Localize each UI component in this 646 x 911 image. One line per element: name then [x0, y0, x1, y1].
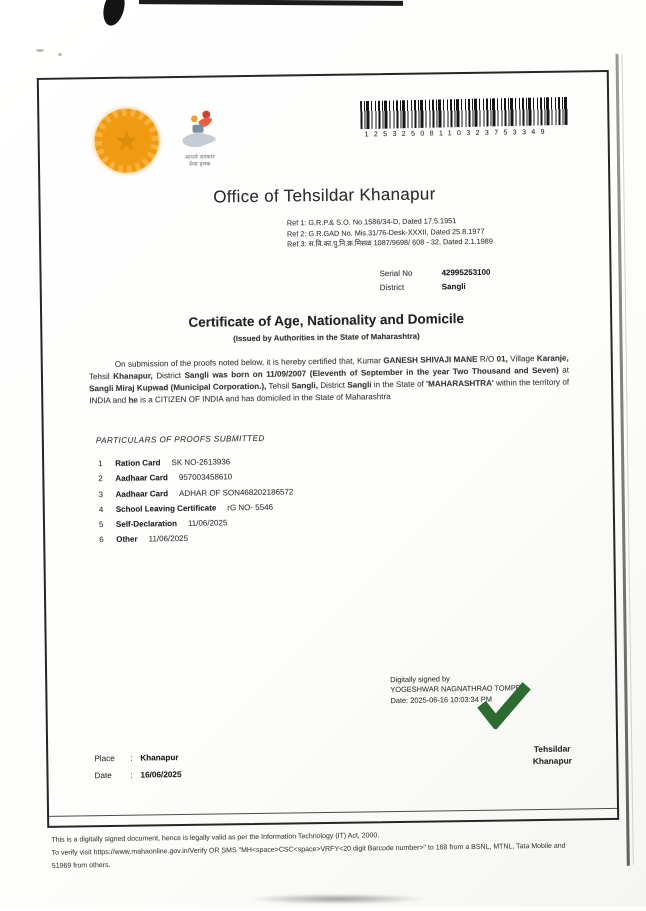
footer-line: To verify visit https://www.mahaonline.gov.in/Verify OR SMS "MH<space>CSC<space>VRFY<20 digit Barcode number>" to 168 from a BSNL, MTNL, Tata Mobile and [51, 842, 566, 857]
body-text-segment: Sangli, [291, 380, 319, 391]
serial-value: 42995253100 [441, 267, 491, 278]
ref-line: Ref 3: स.वि.का.पु.नि.क्र.मिसळ 1087/9698/ 608 - 32, Dated 2.1.1989 [287, 236, 493, 249]
signature-name: YOGESHWAR NAGNATHRAO TOMPE [390, 683, 521, 695]
certificate-subtitle: (Issued by Authorities in the State of Maharashtra) [233, 331, 420, 344]
hand-logo-icon [178, 109, 221, 150]
signature-line: Digitally signed by [390, 674, 450, 685]
signatory-line: Khanapur [532, 755, 572, 767]
proof-number: 3 [98, 489, 104, 499]
proof-name: Ration Card [115, 458, 161, 468]
logo-text-line: आपले सरकार [184, 154, 216, 161]
body-text-segment: On submission of the proofs noted below, it is hereby certified that, Kumar [114, 356, 384, 369]
signatory-block [500, 742, 604, 767]
proof-name: Aadhaar Card [115, 473, 168, 484]
proof-value: rG NO- 5546 [227, 502, 274, 513]
body-text-segment: District [317, 380, 348, 390]
signature-check-icon [474, 678, 533, 731]
place-row [94, 749, 181, 767]
body-text-segment: in the State of [371, 379, 427, 390]
body-text-segment: Tehsil [88, 371, 114, 382]
separator: : [130, 753, 133, 763]
signatory-line: Tehsildar [533, 743, 571, 755]
body-text-segment: Sangli [347, 380, 372, 390]
ref-line: Ref 1: G.R.P.& S.O. No.1586/34-D, Dated 17.5.1951 [286, 216, 457, 228]
body-text-segment: Village [507, 354, 537, 364]
footer-line: 51969 from others. [51, 862, 111, 870]
proof-value: 11/06/2025 [148, 534, 189, 544]
separator: : [130, 770, 133, 780]
body-text-segment: he [128, 395, 138, 405]
place-date-block [94, 749, 181, 784]
certificate-title: Certificate of Age, Nationality and Domicile [188, 311, 465, 330]
proof-number: 4 [98, 504, 104, 515]
body-paragraph [89, 353, 570, 407]
place-label: Place [94, 753, 115, 764]
proof-number: 2 [98, 474, 103, 484]
body-text-segment: GANESH SHIVAJI MANE [383, 354, 478, 366]
date-value: 16/06/2025 [140, 770, 182, 780]
serial-district-block [379, 266, 490, 295]
proof-name: School Leaving Certificate [115, 503, 217, 514]
body-text-segment: was born on 11/09/2007 (Eleventh of September in the year Two Thousand and Seven) [212, 365, 559, 380]
certificate-border [37, 70, 619, 828]
proof-value: 957003458610 [178, 472, 233, 483]
signature-date: Date: 2025-06-16 10:03:34 PM [390, 694, 493, 705]
ref-lines [287, 216, 493, 251]
proof-number: 1 [98, 459, 103, 469]
proof-value: ADHAR OF SON468202186572 [178, 487, 294, 498]
government-seal-icon [94, 108, 159, 173]
body-text-segment: at [558, 365, 570, 375]
office-title: Office of Tehsildar Khanapur [213, 184, 436, 207]
ref-line: Ref 2: G.R.GAD No. Mis.31/76-Desk-XXXII, Dated 25.8.1977 [286, 226, 485, 239]
aaple-sarkar-logo [169, 109, 230, 169]
body-text-segment: Khanapur, [113, 371, 153, 381]
body-text-segment: District [152, 370, 185, 381]
body-text-segment: Sangli [184, 370, 209, 380]
district-label: District [379, 282, 405, 292]
serial-label: Serial No [379, 268, 413, 279]
body-text-segment: Tehsil [266, 381, 292, 391]
barcode-number: 12532508110323753349 [364, 128, 550, 139]
date-label: Date [94, 770, 112, 781]
proof-row [99, 499, 294, 517]
barcode [360, 97, 569, 129]
proof-name: Other [116, 535, 138, 545]
border-inner-line [49, 807, 617, 816]
body-text-segment: is a CITIZEN OF INDIA and has domiciled in the State of Maharashtra [137, 391, 391, 405]
body-text-segment: Sangli Miraj Kupwad (Municipal Corporation.), [89, 381, 267, 394]
proof-name: Self-Declaration [115, 519, 177, 530]
proofs-list [98, 453, 294, 547]
body-text-segment: Karanje, [536, 353, 569, 364]
proofs-heading: PARTICULARS OF PROOFS SUBMITTED [95, 433, 265, 446]
body-text-segment: 01, [496, 354, 508, 364]
body-text-segment: within the territory of INDIA and [89, 377, 570, 405]
body-text-segment: 'MAHARASHTRA' [426, 378, 494, 389]
place-value: Khanapur [140, 753, 179, 763]
footer-line: This is a digitally signed document, hence is legally valid as per the Information Technology (IT) Act, 2000. [51, 832, 380, 844]
body-text-segment: R/O [477, 354, 497, 364]
seal-star-icon: ★ [101, 115, 152, 166]
proof-number: 6 [99, 535, 104, 545]
district-value: Sangli [441, 281, 466, 291]
logo-text-line: सेवा हक्क [189, 161, 211, 168]
proof-value: SK NO-2613936 [171, 457, 231, 468]
date-row [94, 766, 181, 784]
proof-value: 11/06/2025 [187, 518, 228, 529]
proof-row [99, 530, 294, 548]
proof-number: 5 [98, 520, 104, 530]
footer-text [51, 826, 633, 873]
proof-name: Aadhaar Card [115, 488, 169, 499]
